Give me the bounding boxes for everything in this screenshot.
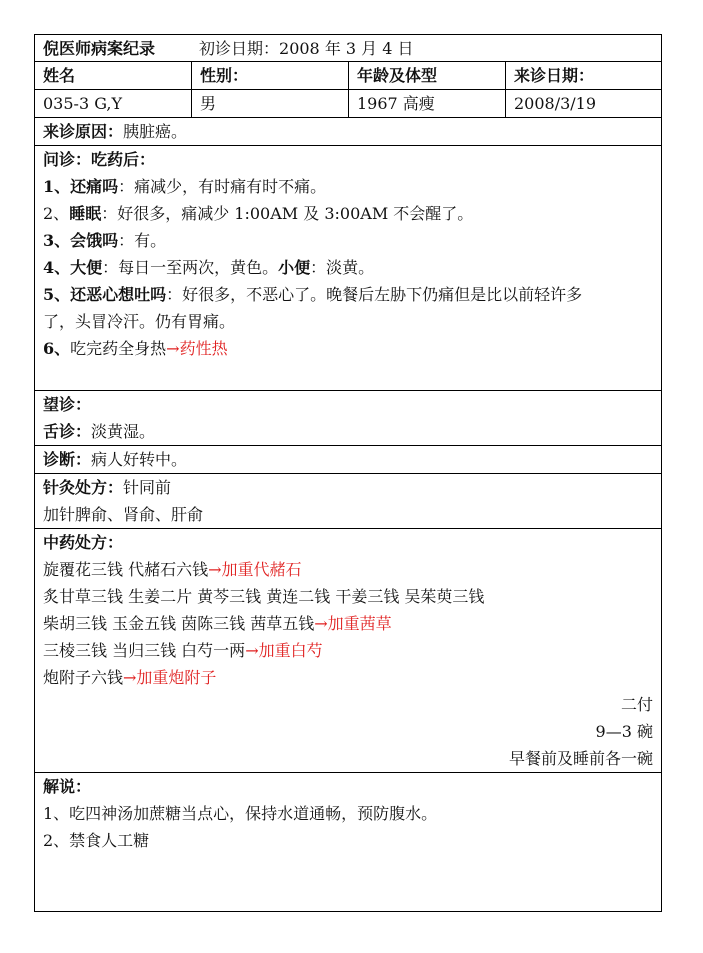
inquiry-title: 问诊：吃药后： — [43, 150, 156, 169]
herbs-section — [35, 529, 661, 773]
patient-visit-date: 2008/3/19 — [514, 94, 597, 113]
patient-name: 035-3 G,Y — [35, 90, 192, 117]
arrow-icon: → — [123, 668, 137, 687]
patient-row — [35, 90, 661, 118]
arrow-icon: → — [208, 560, 222, 579]
age-type-header: 年龄及体型 — [349, 62, 506, 89]
inquiry-q2: 2、睡眠：好很多，痛减少 1:00AM 及 3:00AM 不会醒了。 — [43, 204, 474, 223]
reason-label: 来诊原因： — [43, 122, 124, 141]
herb-line: 柴胡三钱 玉金五钱 茵陈三钱 茜草五钱→加重茜草 — [43, 614, 392, 633]
inspection-section — [35, 391, 661, 446]
case-record — [34, 34, 662, 912]
inquiry-q1: 1、还痛吗：痛减少，有时痛有时不痛。 — [43, 177, 327, 196]
explanation-item: 1、吃四神汤加蔗糖当点心，保持水道通畅，预防腹水。 — [43, 804, 438, 823]
table-header-row — [35, 62, 661, 90]
header-row — [35, 35, 661, 62]
first-visit-date: 初诊日期：2008 年 3 月 4 日 — [199, 39, 414, 58]
arrow-icon: → — [166, 339, 180, 358]
name-header: 姓名 — [35, 62, 192, 89]
reason-value: 胰脏癌。 — [123, 122, 188, 141]
dose-timing: 早餐前及睡前各一碗 — [508, 749, 653, 768]
herb-line: 三棱三钱 当归三钱 白芍一两→加重白芍 — [43, 641, 323, 660]
inspection-title: 望诊： — [43, 395, 92, 414]
tongue-diagnosis: 舌诊：淡黄湿。 — [43, 422, 156, 441]
herb-line: 炙甘草三钱 生姜二片 黄芩三钱 黄连二钱 干姜三钱 吴茱萸三钱 — [43, 587, 485, 606]
arrow-icon: → — [245, 641, 259, 660]
dose-water: 9—3 碗 — [595, 722, 653, 741]
inquiry-section — [35, 146, 661, 391]
acupuncture-line1: 针灸处方：针同前 — [43, 478, 172, 497]
explanation-item: 2、禁食人工糖 — [43, 831, 150, 850]
herb-line: 炮附子六钱→加重炮附子 — [43, 668, 217, 687]
diagnosis-row — [35, 446, 661, 474]
inquiry-q5: 5、还恶心想吐吗：好很多，不恶心了。晚餐后左胁下仍痛但是比以前轻许多 — [43, 285, 583, 304]
patient-age-type: 1967 高瘦 — [349, 90, 506, 117]
arrow-icon: → — [314, 614, 328, 633]
diagnosis-label: 诊断： — [43, 450, 92, 469]
visit-date-header: 来诊日期： — [514, 66, 595, 85]
herb-line: 旋覆花三钱 代赭石六钱→加重代赭石 — [43, 560, 302, 579]
acupuncture-section — [35, 474, 661, 529]
doctor-title: 倪医师病案纪录 — [43, 39, 156, 58]
acupuncture-line2: 加针脾俞、肾俞、肝俞 — [43, 505, 204, 524]
herbs-title: 中药处方： — [43, 533, 124, 552]
inquiry-q3: 3、会饿吗：有。 — [43, 231, 167, 250]
inquiry-q6: 6、吃完药全身热→药性热 — [43, 339, 228, 358]
inquiry-q4: 4、大便：每日一至两次，黄色。小便：淡黄。 — [43, 258, 375, 277]
gender-header: 性别： — [192, 62, 349, 89]
dose-packs: 二付 — [620, 695, 653, 714]
explanation-section — [35, 773, 661, 911]
patient-gender: 男 — [192, 90, 349, 117]
explanation-title: 解说： — [43, 777, 92, 796]
reason-row — [35, 118, 661, 146]
inquiry-q5-cont: 了，头冒冷汗。仍有胃痛。 — [43, 312, 236, 331]
diagnosis-value: 病人好转中。 — [91, 450, 188, 469]
